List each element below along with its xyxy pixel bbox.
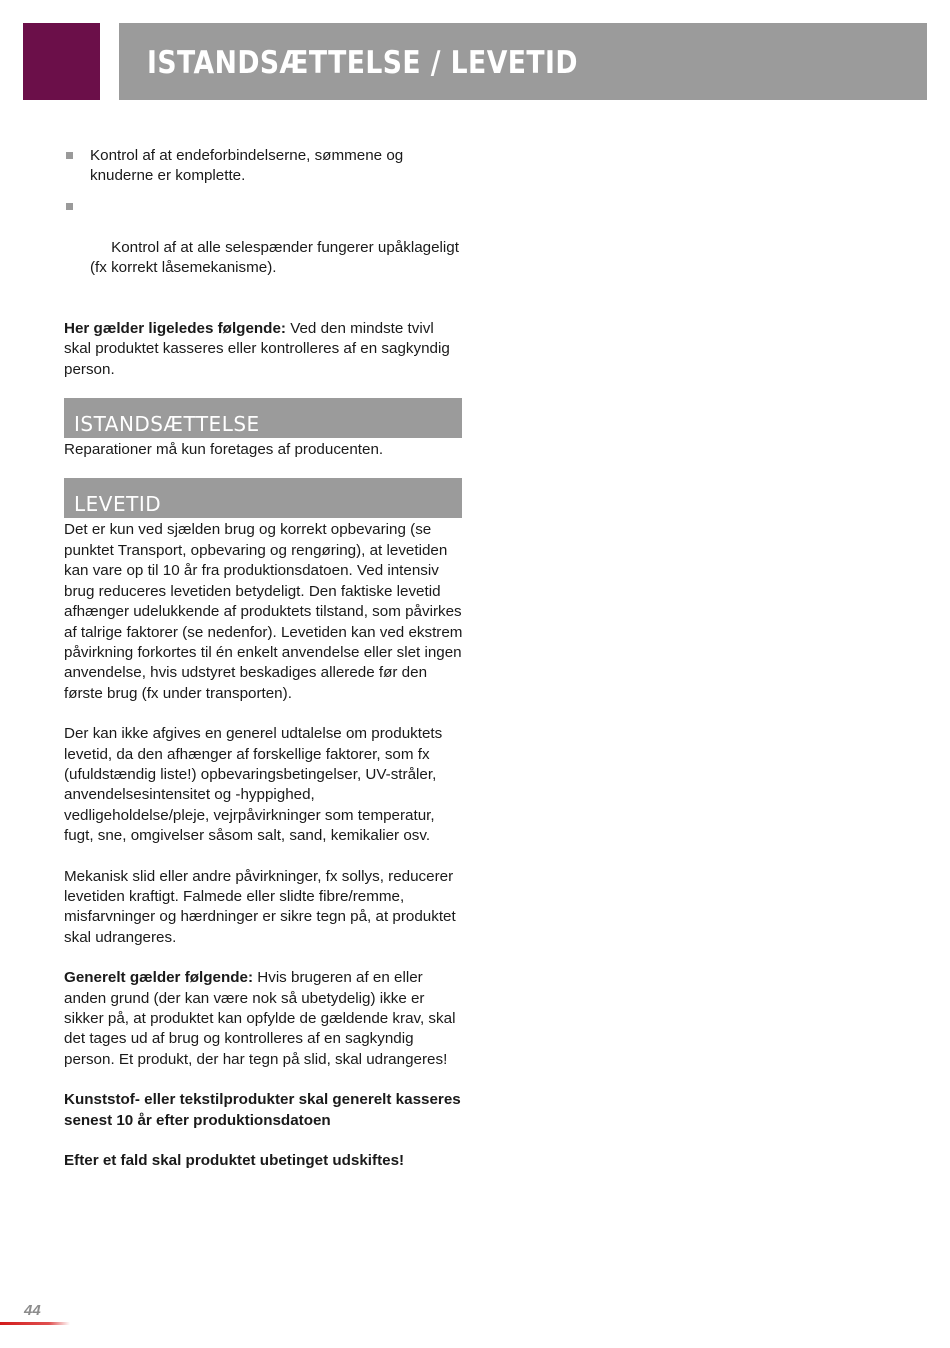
- bullet-square-icon: [66, 203, 73, 210]
- page-number-underline: [0, 1322, 70, 1325]
- section-heading-lifetime: [64, 478, 462, 518]
- fall-notice: Efter et fald skal produktet ubetinget udskiftes!: [64, 1152, 405, 1170]
- lifetime-paragraph-1: Det er kun ved sjælden brug og korrekt opbevaring (se punktet Transport, opbevaring og rengøring), at levetiden kan vare op til 10 år fra produktionsdatoen. Ved intensiv brug reduceres levetiden betydeligt. Den faktiske levetid afhænger udelukkende af produktets tilstand, som påvirkes af talrige faktorer (se nedenfor). Levetiden kan ved ekstrem påvirkning forkortes til én enkelt anvendelse eller slet ingen anvendelse, hvis udstyret beskadiges allerede før den første brug (fx under transporten).: [64, 521, 463, 702]
- bullet-item: [64, 146, 464, 187]
- section-heading-text: ISTANDSÆTTELSE: [74, 411, 260, 436]
- note-text: Ved den mindste tvivl skal produktet kasseres eller kontrolleres af en sagkyndig person.: [64, 319, 450, 378]
- main-content: [64, 146, 464, 1171]
- discard-notice: Kunststof- eller tekstilprodukter skal generelt kasseres senest 10 år efter produktionsdatoen: [64, 1091, 461, 1129]
- page-number: 44: [24, 1302, 41, 1319]
- general-lead: Generelt gælder følgende:: [64, 969, 254, 987]
- bullet-square-icon: [66, 152, 73, 159]
- repair-text: Reparationer må kun foretages af producenten.: [64, 441, 384, 459]
- bullet-text: Kontrol af at endeforbindelserne, sømmene og knuderne er komplette.: [90, 147, 404, 185]
- general-text: Hvis brugeren af en eller anden grund (der kan være nok så ubetydelig) ikke er sikker på, at produktet kan opfylde de gældende krav, skal det tages ud af brug og kontrolleres af en sagkyndig person. Et produkt, der har tegn på slid, skal udrangeres!: [64, 969, 456, 1068]
- page-title: ISTANDSÆTTELSE / LEVETID: [147, 45, 578, 81]
- note-paragraph: [64, 319, 464, 380]
- note-lead: Her gælder ligeledes følgende:: [64, 319, 286, 337]
- section-heading-repair: [64, 398, 462, 438]
- lifetime-paragraph-4: [64, 968, 464, 1070]
- bullet-item: [64, 197, 464, 299]
- title-bar: [119, 23, 927, 100]
- lifetime-paragraph-3: Mekanisk slid eller andre påvirkninger, fx sollys, reducerer levetiden kraftigt. Falmede eller slidte fibre/remme, misfarvninger og hærdninger er sikre tegn på, at produktet skal udrangeres.: [64, 867, 456, 946]
- accent-block: [23, 23, 100, 100]
- lifetime-paragraph-2: Der kan ikke afgives en generel udtalelse om produktets levetid, da den afhænger af forskellige faktorer, som fx (ufuldstændig liste!) opbevaringsbetingelser, UV-stråler, anvendelsesintensitet og -hyppighed, vedligeholdelse/pleje, vejrpåvirkninger som temperatur, fugt, sne, omgivelser såsom salt, sand, kemikalier osv.: [64, 725, 443, 845]
- section-heading-text: LEVETID: [74, 492, 162, 517]
- bullet-text: Kontrol af at alle selespænder fungerer upåklageligt (fx korrekt låsemekanisme).: [90, 238, 464, 277]
